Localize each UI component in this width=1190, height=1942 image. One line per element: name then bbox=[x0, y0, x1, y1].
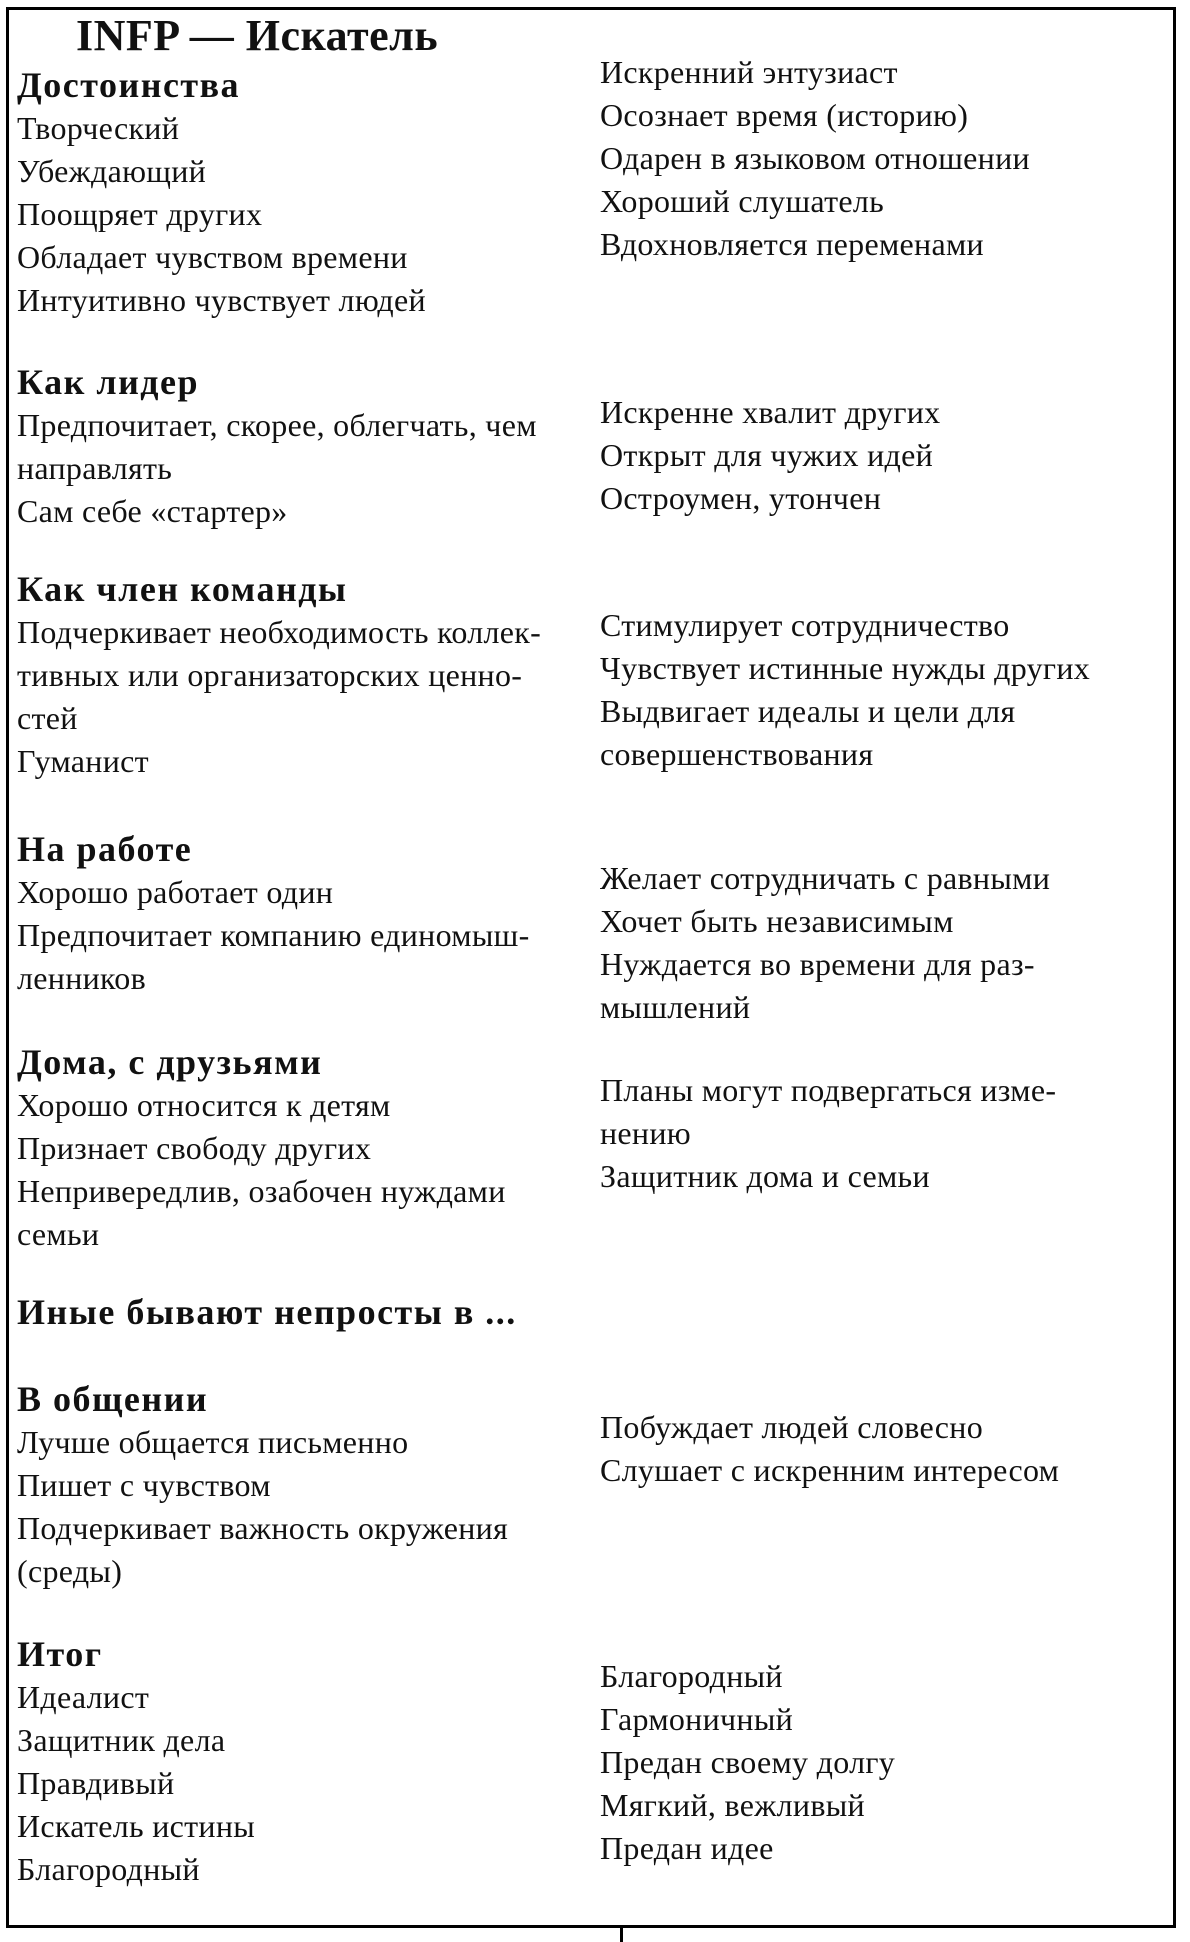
section-line: Гуманист bbox=[17, 743, 149, 779]
section-line: Искатель истины bbox=[17, 1808, 256, 1844]
section-line: Хочет быть независимым bbox=[600, 903, 954, 939]
section-line: Признает свободу других bbox=[17, 1130, 372, 1166]
right-block-at-work bbox=[600, 857, 1178, 1029]
section-line: Стимулирует сотрудничество bbox=[600, 607, 1010, 643]
section-line: Идеалист bbox=[17, 1679, 150, 1715]
section-line: Творческий bbox=[17, 110, 180, 146]
section-line: Благородный bbox=[17, 1851, 200, 1887]
section-as-team-member bbox=[17, 568, 597, 783]
section-line: Защитник дела bbox=[17, 1722, 226, 1758]
right-block-summary bbox=[600, 1655, 1178, 1870]
section-line: Предан идее bbox=[600, 1830, 774, 1866]
section-summary bbox=[17, 1633, 597, 1891]
section-header: Достоинства bbox=[17, 65, 241, 105]
section-line: Поощряет других bbox=[17, 196, 263, 232]
section-line: Предан своему долгу bbox=[600, 1744, 896, 1780]
section-at-home-with-friends bbox=[17, 1041, 597, 1256]
section-header: В общении bbox=[17, 1379, 209, 1419]
page-title: INFP — Искатель bbox=[76, 11, 439, 60]
section-line: Интуитивно чувствует людей bbox=[17, 282, 426, 318]
section-line: Нуждается во времени для раз- bbox=[600, 946, 1035, 982]
section-line: Остроумен, утончен bbox=[600, 480, 882, 516]
section-line: Искренний энтузиаст bbox=[600, 54, 898, 90]
right-block-as-team-member bbox=[600, 604, 1178, 776]
section-line: Планы могут подвергаться изме- bbox=[600, 1072, 1057, 1108]
section-line: Подчеркивает важность окружения bbox=[17, 1510, 509, 1546]
section-line: Подчеркивает необходимость коллек- bbox=[17, 614, 542, 650]
section-line: ленников bbox=[17, 960, 146, 996]
section-line: Хорошо работает один bbox=[17, 874, 334, 910]
section-strengths bbox=[17, 64, 597, 322]
section-header: Итог bbox=[17, 1634, 103, 1674]
section-line: Благородный bbox=[600, 1658, 783, 1694]
section-others-find-difficult bbox=[17, 1291, 597, 1334]
right-block-in-communication bbox=[600, 1406, 1178, 1492]
section-line: совершенствования bbox=[600, 736, 874, 772]
section-line: Осознает время (историю) bbox=[600, 97, 969, 133]
section-line: Правдивый bbox=[17, 1765, 175, 1801]
right-block-at-home bbox=[600, 1069, 1178, 1198]
section-line: Обладает чувством времени bbox=[17, 239, 408, 275]
section-line: Хорошо относится к детям bbox=[17, 1087, 391, 1123]
section-line: нению bbox=[600, 1115, 691, 1151]
section-line: Хороший слушатель bbox=[600, 183, 885, 219]
section-line: Убеждающий bbox=[17, 153, 207, 189]
section-line: Предпочитает компанию единомыш- bbox=[17, 917, 530, 953]
section-line: направлять bbox=[17, 450, 173, 486]
section-as-leader bbox=[17, 361, 597, 533]
section-line: Вдохновляется переменами bbox=[600, 226, 984, 262]
section-line: Пишет с чувством bbox=[17, 1467, 271, 1503]
section-header: Как лидер bbox=[17, 362, 200, 402]
section-line: Защитник дома и семьи bbox=[600, 1158, 930, 1194]
section-header: Как член команды bbox=[17, 569, 348, 609]
section-line: Желает сотрудничать с равными bbox=[600, 860, 1051, 896]
section-line: Побуждает людей словесно bbox=[600, 1409, 984, 1445]
section-line: семьи bbox=[17, 1216, 100, 1252]
section-header: На работе bbox=[17, 829, 193, 869]
section-line: Лучше общается письменно bbox=[17, 1424, 409, 1460]
section-line: (среды) bbox=[17, 1553, 123, 1589]
right-block-as-leader bbox=[600, 391, 1178, 520]
section-line: стей bbox=[17, 700, 78, 736]
section-line: Слушает с искренним интересом bbox=[600, 1452, 1060, 1488]
section-header: Дома, с друзьями bbox=[17, 1042, 323, 1082]
section-line: Гармоничный bbox=[600, 1701, 794, 1737]
section-line: мышлений bbox=[600, 989, 751, 1025]
section-line: Выдвигает идеалы и цели для bbox=[600, 693, 1016, 729]
section-line: Открыт для чужих идей bbox=[600, 437, 934, 473]
right-block-strengths bbox=[600, 51, 1178, 266]
section-header: Иные бывают непросты в ... bbox=[17, 1292, 517, 1332]
section-line: Сам себе «стартер» bbox=[17, 493, 288, 529]
table-divider-tick bbox=[620, 1926, 623, 1942]
section-line: Предпочитает, скорее, облегчать, чем bbox=[17, 407, 537, 443]
section-line: Непривередлив, озабочен нуждами bbox=[17, 1173, 506, 1209]
section-line: Чувствует истинные нужды других bbox=[600, 650, 1091, 686]
section-line: Мягкий, вежливый bbox=[600, 1787, 865, 1823]
section-at-work bbox=[17, 828, 597, 1000]
section-in-communication bbox=[17, 1378, 597, 1593]
section-line: Одарен в языковом отношении bbox=[600, 140, 1030, 176]
section-line: тивных или организаторских ценно- bbox=[17, 657, 523, 693]
section-line: Искренне хвалит других bbox=[600, 394, 941, 430]
